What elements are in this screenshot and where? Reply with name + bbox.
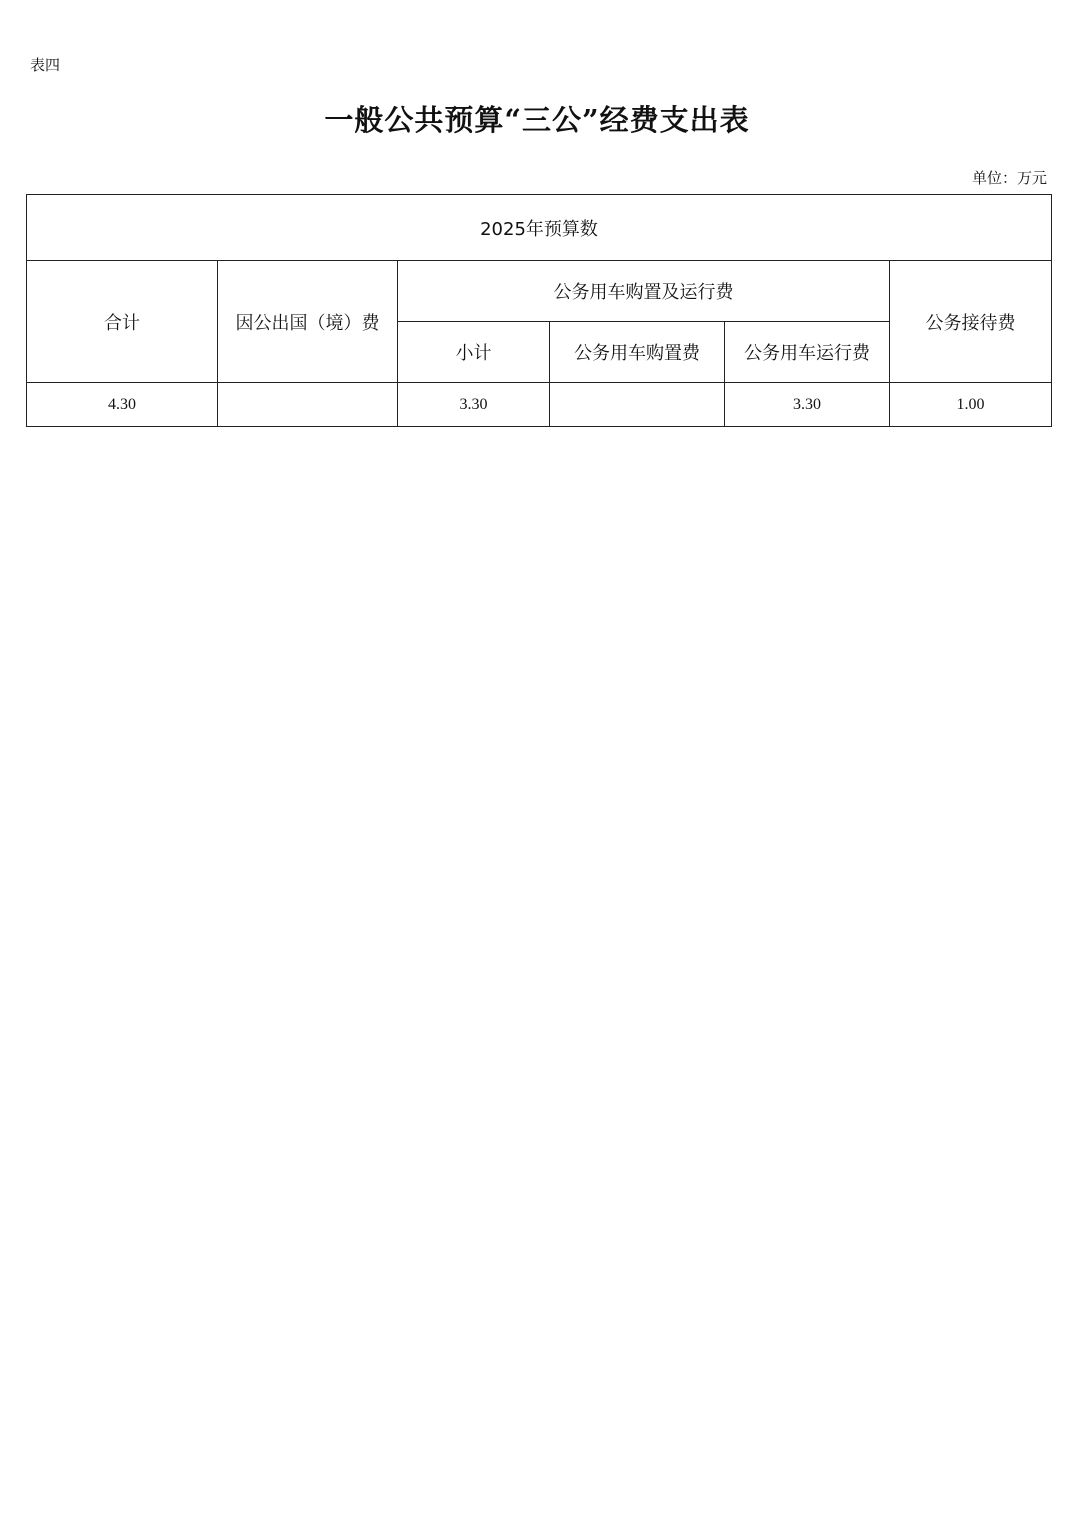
header-vehicle-group: 公务用车购置及运行费: [398, 261, 890, 322]
value-vehicle-operation: 3.30: [725, 383, 890, 427]
header-reception: 公务接待费: [890, 261, 1052, 383]
header-total: 合计: [27, 261, 218, 383]
value-overseas: [218, 383, 398, 427]
value-reception: 1.00: [890, 383, 1052, 427]
header-vehicle-purchase: 公务用车购置费: [550, 322, 725, 383]
page-title: 一般公共预算“三公”经费支出表: [324, 103, 750, 137]
value-total: 4.30: [27, 383, 218, 427]
header-vehicle-subtotal: 小计: [398, 322, 550, 383]
value-vehicle-subtotal: 3.30: [398, 383, 550, 427]
three-public-expenses-table: [26, 194, 1052, 427]
header-vehicle-operation: 公务用车运行费: [725, 322, 890, 383]
header-overseas: 因公出国（境）费: [218, 261, 398, 383]
header-row-1: [27, 261, 1052, 322]
year-header-row: [27, 195, 1052, 261]
year-header-cell: 2025年预算数: [27, 195, 1052, 261]
unit-label: 单位：万元: [971, 169, 1047, 187]
value-vehicle-purchase: [550, 383, 725, 427]
table-row: [27, 383, 1052, 427]
table-number-label: 表四: [30, 56, 61, 74]
